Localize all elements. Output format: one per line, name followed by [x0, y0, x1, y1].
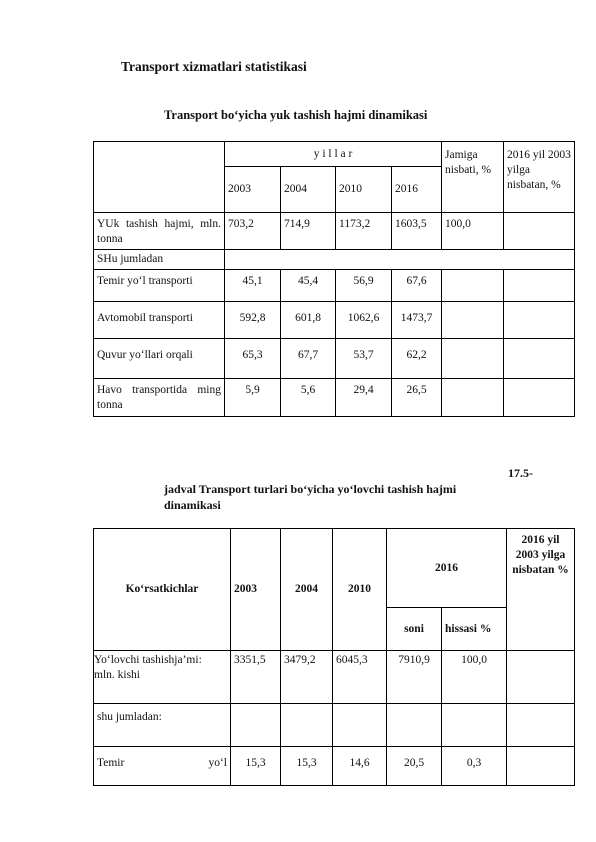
table2-indicators-header: Ko‘rsatkichlar — [94, 529, 231, 651]
cell: 0,3 — [442, 747, 507, 786]
cell: 20,5 — [387, 747, 442, 786]
cell: 1062,6 — [336, 302, 392, 339]
cell: 100,0 — [442, 651, 507, 704]
cell — [504, 270, 575, 302]
cell — [504, 302, 575, 339]
cell: 29,4 — [336, 379, 392, 417]
table-row — [94, 651, 575, 704]
cell: 3351,5 — [231, 651, 281, 704]
table2-year-2016: 2016 — [387, 529, 507, 608]
table1-caption: Transport bo‘yicha yuk tashish hajmi dinamikasi — [164, 108, 428, 122]
cell — [333, 704, 387, 747]
table1-corner — [94, 142, 225, 213]
cell — [281, 704, 333, 747]
table2-number: 17.5- — [508, 466, 533, 480]
cell: 714,9 — [281, 213, 336, 250]
cell: 5,9 — [225, 379, 281, 417]
cell: 6045,3 — [333, 651, 387, 704]
cell — [387, 704, 442, 747]
cell: 67,7 — [281, 339, 336, 379]
table2-year-2003: 2003 — [231, 529, 281, 651]
cell — [225, 250, 575, 270]
cell: 592,8 — [225, 302, 281, 339]
cell — [442, 270, 504, 302]
row-label: Havo transportida ming tonna — [97, 384, 221, 411]
table2 — [93, 528, 575, 786]
cell: 15,3 — [281, 747, 333, 786]
cell: 26,5 — [392, 379, 442, 417]
table1-year-2004: 2004 — [281, 167, 336, 213]
page-title: Transport xizmatlari statistikasi — [121, 59, 307, 74]
cell — [231, 704, 281, 747]
cell: 62,2 — [392, 339, 442, 379]
cell — [507, 651, 575, 704]
row-label-text: Yo‘lovchi tashishja’mi: mln. kishi — [94, 654, 202, 681]
cell: 601,8 — [281, 302, 336, 339]
cell — [504, 339, 575, 379]
table-row — [94, 270, 575, 302]
table1-year-2003: 2003 — [225, 167, 281, 213]
table1-years-header: y i l l a r — [225, 142, 442, 167]
row-label: Temir yo‘l transporti — [94, 270, 225, 302]
cell: 14,6 — [333, 747, 387, 786]
table-row — [94, 704, 575, 747]
cell: 56,9 — [336, 270, 392, 302]
cell — [442, 379, 504, 417]
cell: 15,3 — [231, 747, 281, 786]
table2-year-2004: 2004 — [281, 529, 333, 651]
table2-hissasi-header: hissasi % — [442, 608, 507, 651]
row-label: YUk tashish hajmi, mln. tonna — [97, 218, 221, 245]
cell — [504, 213, 575, 250]
cell: 1473,7 — [392, 302, 442, 339]
table-row — [94, 250, 575, 270]
cell: 7910,9 — [387, 651, 442, 704]
row-label: SHu jumladan — [94, 250, 225, 270]
cell — [442, 302, 504, 339]
cell: 45,4 — [281, 270, 336, 302]
table2-year-2010: 2010 — [333, 529, 387, 651]
row-label: Quvur yo‘llari orqali — [94, 339, 225, 379]
table2-caption: jadval Transport turlari bo‘yicha yo‘lovchi tashish hajmi dinamikasi — [164, 482, 457, 512]
table-row — [94, 302, 575, 339]
table1-ratio-header: 2016 yil 2003 yilga nisbatan, % — [504, 142, 575, 213]
cell: 45,1 — [225, 270, 281, 302]
cell — [507, 747, 575, 786]
row-label: shu jumladan: — [94, 704, 231, 747]
table1 — [93, 141, 575, 417]
table-row — [94, 379, 575, 417]
cell: 703,2 — [225, 213, 281, 250]
cell: 5,6 — [281, 379, 336, 417]
cell — [504, 379, 575, 417]
cell: 1173,2 — [336, 213, 392, 250]
row-label: Temir yo‘l — [97, 757, 227, 769]
table1-share-header: Jamiga nisbati, % — [442, 142, 504, 213]
table-row — [94, 747, 575, 786]
cell: 1603,5 — [392, 213, 442, 250]
cell — [507, 704, 575, 747]
table-row — [94, 213, 575, 250]
table1-year-2016: 2016 — [392, 167, 442, 213]
table1-year-2010: 2010 — [336, 167, 392, 213]
cell: 67,6 — [392, 270, 442, 302]
cell: 65,3 — [225, 339, 281, 379]
cell: 53,7 — [336, 339, 392, 379]
table2-soni-header: soni — [387, 608, 442, 651]
table2-ratio-header: 2016 yil 2003 yilga nisbatan % — [507, 529, 575, 651]
table-row — [94, 339, 575, 379]
cell: 100,0 — [442, 213, 504, 250]
row-label: Avtomobil transporti — [94, 302, 225, 339]
row-label — [94, 651, 231, 704]
cell — [442, 339, 504, 379]
cell: 3479,2 — [281, 651, 333, 704]
cell — [442, 704, 507, 747]
